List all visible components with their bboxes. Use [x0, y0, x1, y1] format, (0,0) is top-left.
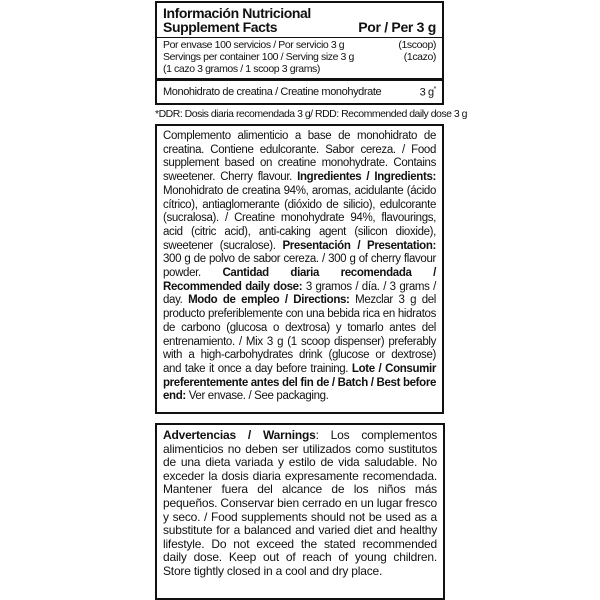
presentation-text: 300 g de polvo de sabor cereza. / 300 g of cherry flavour powder.	[163, 253, 436, 280]
presentation-label: Presentación / Presentation:	[282, 239, 436, 252]
servings-line-1-unit: (1scoop)	[398, 39, 436, 51]
supplement-facts-panel	[155, 1, 444, 105]
ingredient-row	[163, 86, 436, 98]
warnings-text: : Los complementos alimenticios no deben ser utilizados como sustitutos de una dieta variada y estilo de vida saludable. No exceder la dosis diaria expresamente recomendada. Mantener fuera del alcance de los niños más pequeños. Conservar bien cerrado en un lugar fresco y seco. / Food supplements should not be used as a substitute for a balanced and varied diet and healthy lifestyle. Do not exceed the stated recommended daily dose. Keep out of reach of young children. Store tightly closed in a cool and dry place.	[163, 428, 437, 578]
servings-line-3	[163, 63, 436, 75]
directions-label: Modo de empleo / Directions:	[188, 294, 350, 307]
intro-text: Complemento alimenticio a base de monohidrato de creatina. Contiene edulcorante. Sabor cereza. / Food supplement based on creatine monohydrate. Contains sweetener. Cherry flavour.	[163, 130, 436, 184]
thick-divider	[157, 78, 442, 81]
ingredient-amount	[420, 86, 436, 99]
facts-per-serving: Por / Per 3 g	[358, 19, 436, 35]
servings-line-2	[163, 51, 436, 63]
servings-line-2-text: Servings per container 100 / Serving size 3 g	[163, 51, 354, 63]
directions-text: Mezclar 3 g del producto preferiblemente con una bebida rica en hidratos de carbono (glucosa o dextrosa) y tomarlo antes del entrenamiento. / Mix 3 g (1 scoop dispenser) preferably with a high-carbohydrates drink (glucose or dextrose) and take it once a day before training.	[163, 294, 436, 375]
lot-text: Ver envase. / See packaging.	[185, 390, 329, 403]
servings-line-1-text: Por envase 100 servicios / Por servicio 3 g	[163, 39, 345, 51]
dose-label: Cantidad diaria recomendada / Recommended daily dose:	[163, 267, 436, 293]
ingredient-amount-mark: *	[433, 86, 436, 93]
divider	[157, 37, 442, 38]
servings-line-2-unit: (1cazo)	[403, 51, 436, 63]
warnings-text-block	[163, 429, 437, 579]
product-info-panel	[155, 124, 444, 414]
product-info-text	[163, 130, 436, 404]
dose-text: 3 gramos / día. / 3 grams / day.	[163, 280, 436, 307]
ingredient-name: Monohidrato de creatina / Creatine monohydrate	[163, 86, 382, 98]
servings-line-3-text: (1 cazo 3 gramos / 1 scoop 3 grams)	[163, 63, 320, 75]
ddr-note: *DDR: Dosis diaria recomendada 3 g/ RDD: Recommended daily dose 3 g	[155, 108, 467, 120]
facts-title-en: Supplement Facts	[163, 19, 278, 35]
ingredients-label: Ingredientes / Ingredients:	[297, 171, 436, 184]
facts-title-es: Información Nutricional	[163, 5, 311, 21]
servings-line-1	[163, 39, 436, 51]
warnings-panel	[155, 423, 445, 600]
warnings-label: Advertencias / Warnings	[163, 428, 316, 442]
ingredients-text: Monohidrato de creatina 94%, aromas, acidulante (ácido cítrico), antiaglomerante (dióxido de silicio), edulcorante (sucralosa). / Creatine monohydrate 94%, flavourings, acid (citric acid), anti-caking agent (silicon dioxide), sweetener (sucralose).	[163, 184, 436, 252]
ingredient-amount-value: 3 g	[419, 86, 434, 99]
lot-label: Lote / Consumir preferentemente antes del fin de / Batch / Best before end:	[163, 362, 437, 403]
